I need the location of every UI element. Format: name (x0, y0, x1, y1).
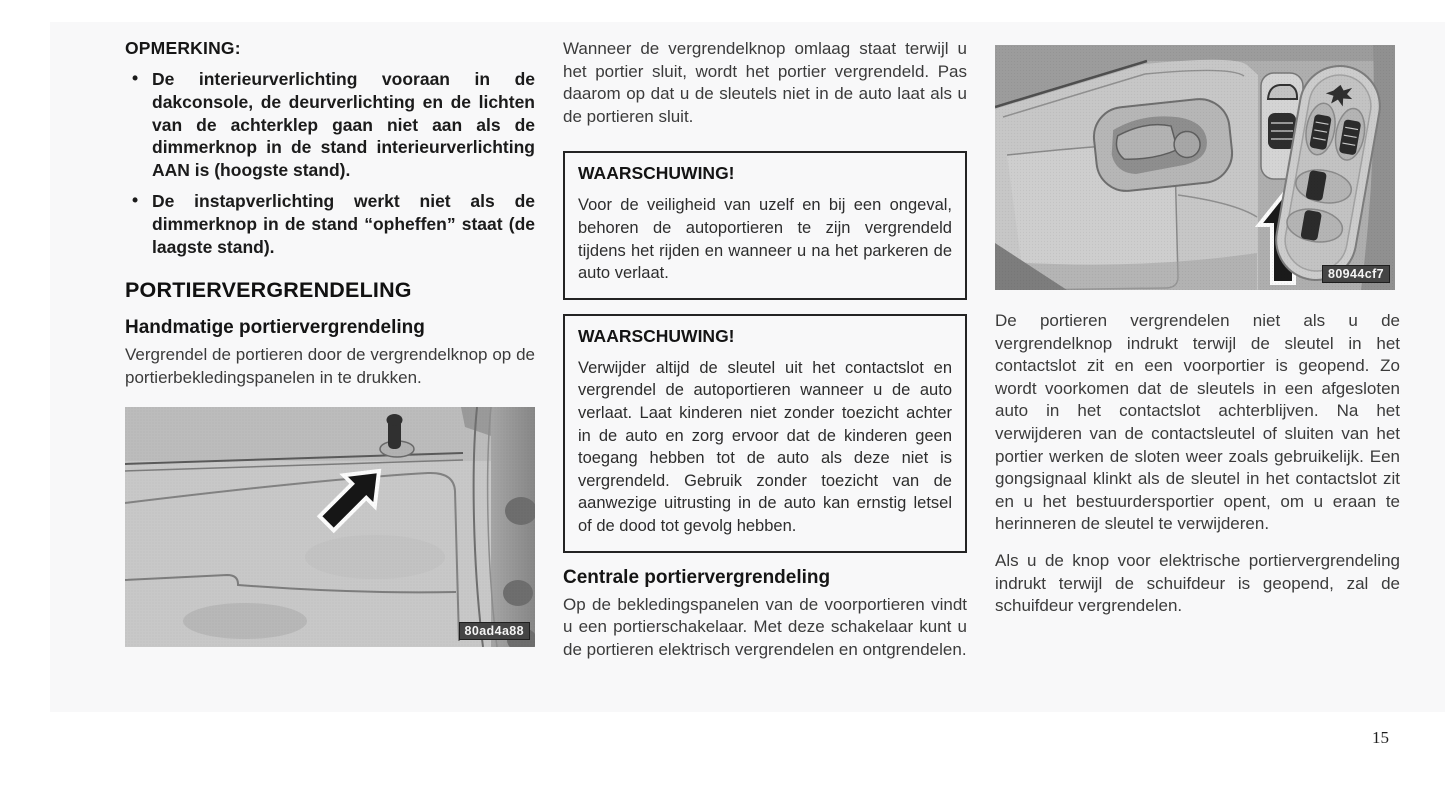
halftone-overlay (125, 407, 535, 647)
bullet-icon: • (132, 189, 139, 210)
left-column (125, 38, 535, 647)
lock-knob-paragraph: Wanneer de vergrendelknop omlaag staat terwijl u het portier sluit, wordt het portier vergrendeld. Pas daarom op dat u de sleutels niet in de auto laat als u de portieren sluit. (563, 39, 967, 126)
section-heading-door-locks: PORTIERVERGRENDELING (125, 278, 412, 303)
sub-heading-central-lock: Centrale portiervergrendeling (563, 566, 831, 588)
warning-2-title: WAARSCHUWING! (578, 325, 735, 346)
figure-manual-door-lock (125, 407, 535, 647)
halftone-overlay (995, 45, 1395, 290)
lock-behavior-paragraph: De portieren vergrendelen niet als u de vergrendelknop indrukt terwijl de sleutel in het contactslot zit en een voorportier is geopend. Zo wordt voorkomen dat de sleutels in een afgesloten auto in het contactslot achterblijven. Na het verwijderen van de contactsleutel of sluiten van het portier werken de sloten weer zoals gebruikelijk. Een gongsignaal klinkt als de sleutel in het contactslot zit en u het bestuurdersportier opent, om u eraan te herinneren de sleutel te verwijderen. (995, 311, 1400, 534)
bullet-icon: • (132, 68, 139, 88)
sub-heading-manual-lock: Handmatige portiervergrendeling (125, 317, 425, 339)
note-heading: OPMERKING: (125, 38, 241, 58)
note-bullet-1-text: De interieurverlichting vooraan in de dakconsole, de deurverlichting en de lichten van de achterklep gaan niet aan als de dimmerknop in de stand interieurverlichting AAN is (hoogste stand). (152, 69, 535, 181)
page-number: 15 (1372, 728, 1389, 747)
warning-1-body: Voor de veiligheid van uzelf en bij een ongeval, behoren de autoportieren te zijn vergrendeld tijdens het rijden en wanneer u na het parkeren de auto verlaat. (578, 196, 952, 283)
warning-2-body: Verwijder altijd de sleutel uit het contactslot en vergrendel de autoportieren wanneer u de auto verlaat. Laat kinderen niet zonder toezicht achter in de auto en zorg ervoor dat de kinderen geen toegang hebben tot de auto als deze niet is vergrendeld. Gebruik zonder toezicht van de aanwezige uitrusting in de auto kan ernstig letsel of de dood tot gevolg hebben. (578, 358, 952, 535)
manual-lock-paragraph: Vergrendel de portieren door de vergrendelknop op de portierbekledingspanelen in te drukken. (125, 345, 535, 387)
note-bullet-1 (125, 68, 535, 182)
right-column (995, 45, 1400, 618)
door-panel-illustration (125, 407, 535, 647)
front-door-illustration (995, 45, 1395, 290)
middle-column (563, 38, 967, 661)
warning-box-1 (563, 151, 967, 299)
warning-1-title: WAARSCHUWING! (578, 163, 735, 184)
figure-power-door-lock (995, 45, 1395, 290)
warning-box-2 (563, 314, 967, 553)
figure-code-label: 80944cf7 (1322, 265, 1390, 283)
central-lock-paragraph: Op de bekledingspanelen van de voorportieren vindt u een portierschakelaar. Met deze schakelaar kunt u de portieren elektrisch vergrendelen en ontgrendelen. (563, 594, 967, 659)
figure-code-label: 80ad4a88 (459, 622, 531, 640)
note-bullet-2 (125, 190, 535, 258)
sliding-door-paragraph: Als u de knop voor elektrische portiervergrendeling indrukt terwijl de schuifdeur is geopend, zal de schuifdeur vergrendelen. (995, 550, 1400, 616)
note-bullet-2-text: De instapverlichting werkt niet als de dimmerknop in de stand “opheffen” staat (de laagste stand). (152, 190, 535, 257)
